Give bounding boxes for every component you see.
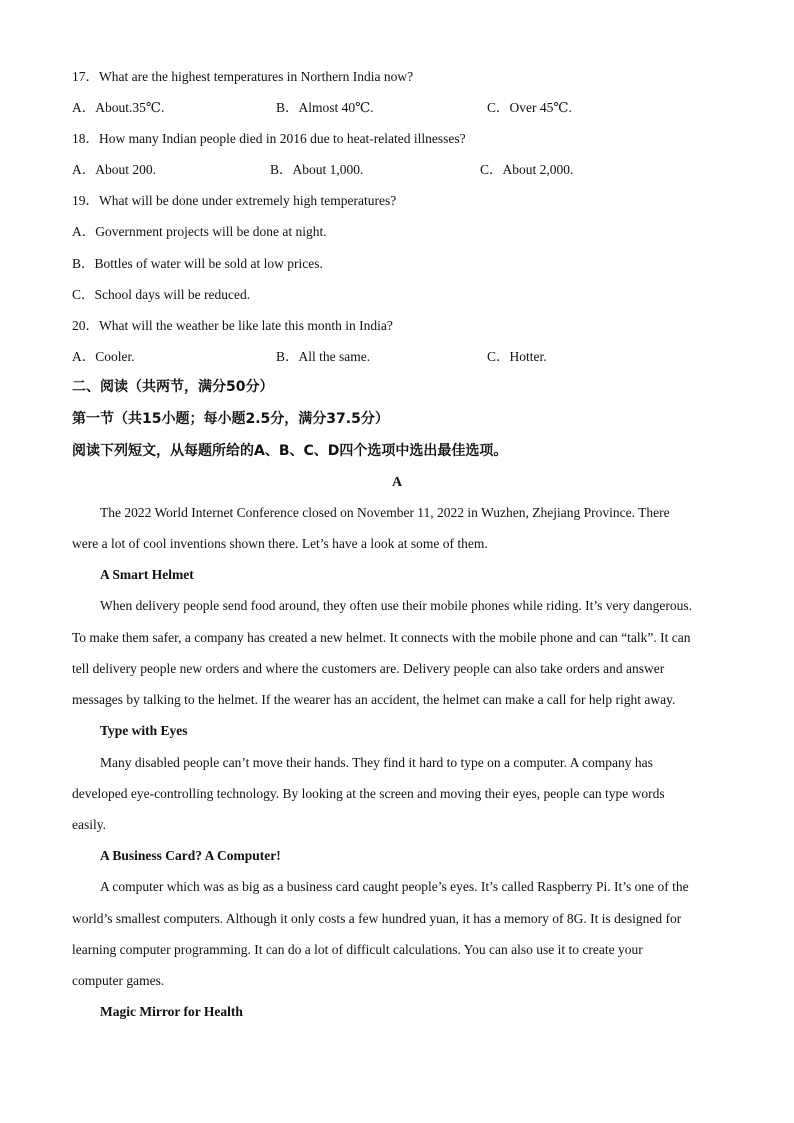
section-title: 二、阅读（共两节，满分50分） [72, 379, 274, 395]
paragraph-line: easily. [72, 817, 106, 832]
paragraph-line: When delivery people send food around, they often use their mobile phones while riding. It’s very dangerous. [100, 598, 692, 613]
question-19-option-c: C．School days will be reduced. [72, 287, 251, 302]
section-instruction: 阅读下列短文，从每题所给的A、B、C、D四个选项中选出最佳选项。 [72, 443, 508, 459]
passage-intro-line: The 2022 World Internet Conference closed on November 11, 2022 in Wuzhen, Zhejiang Province. There [100, 505, 670, 520]
question-20-stem: 20．What will the weather be like late this month in India? [72, 318, 393, 333]
question-18-option-a: A．About 200. [72, 162, 156, 177]
question-18-option-b: B．About 1,000. [270, 162, 364, 177]
subheading-business-card-computer: A Business Card? A Computer! [100, 848, 281, 863]
question-17-option-c: C．Over 45℃. [487, 100, 572, 115]
question-19-option-a: A．Government projects will be done at night. [72, 224, 327, 239]
subheading-magic-mirror: Magic Mirror for Health [100, 1004, 243, 1019]
question-19-option-b: B．Bottles of water will be sold at low prices. [72, 256, 323, 271]
subheading-smart-helmet: A Smart Helmet [100, 567, 194, 582]
question-17-stem: 17．What are the highest temperatures in Northern India now? [72, 69, 414, 84]
question-19-stem: 19．What will be done under extremely high temperatures? [72, 193, 397, 208]
paragraph-line: To make them safer, a company has created a new helmet. It connects with the mobile phone and can “talk”. It can [72, 630, 691, 645]
paragraph-line: Many disabled people can’t move their hands. They find it hard to type on a computer. A company has [100, 755, 653, 770]
question-20-option-b: B．All the same. [276, 349, 371, 364]
paragraph-line: world’s smallest computers. Although it only costs a few hundred yuan, it has a memory of 8G. It is designed for [72, 911, 682, 926]
section-part-title: 第一节（共15小题；每小题2.5分，满分37.5分） [72, 411, 389, 427]
paragraph-line: learning computer programming. It can do a lot of difficult calculations. You can also use it to create your [72, 942, 643, 957]
question-17-option-b: B．Almost 40℃. [276, 100, 374, 115]
question-17-option-a: A．About.35℃. [72, 100, 165, 115]
question-20-option-a: A．Cooler. [72, 349, 135, 364]
subheading-type-with-eyes: Type with Eyes [100, 723, 188, 738]
paragraph-line: computer games. [72, 973, 165, 988]
paragraph-line: developed eye-controlling technology. By looking at the screen and moving their eyes, people can type words [72, 786, 665, 801]
question-20-option-c: C．Hotter. [487, 349, 547, 364]
question-18-option-c: C．About 2,000. [480, 162, 574, 177]
passage-letter: A [391, 475, 403, 490]
paragraph-line: messages by talking to the helmet. If the wearer has an accident, the helmet can make a call for help right away. [72, 692, 676, 707]
paragraph-line: tell delivery people new orders and where the customers are. Delivery people can also take orders and answer [72, 661, 665, 676]
paragraph-line: A computer which was as big as a business card caught people’s eyes. It’s called Raspberry Pi. It’s one of the [100, 879, 689, 894]
question-18-stem: 18．How many Indian people died in 2016 due to heat-related illnesses? [72, 131, 466, 146]
passage-intro-line: were a lot of cool inventions shown there. Let’s have a look at some of them. [72, 536, 488, 551]
